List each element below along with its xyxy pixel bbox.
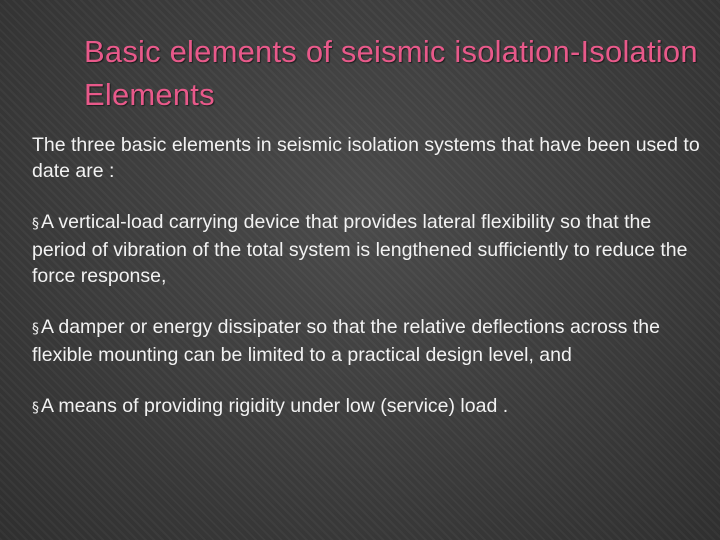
bullet-text-2: A damper or energy dissipater so that the relative deflections across the flexible mounting can be limited to a practical design level, and bbox=[32, 316, 660, 366]
bullet-marker-icon: § bbox=[32, 216, 39, 232]
bullet-text-1: A vertical-load carrying device that provides lateral flexibility so that the period of vibration of the total system is lengthened sufficiently to reduce the force response, bbox=[32, 211, 688, 287]
bullet-item-2 bbox=[32, 314, 702, 368]
intro-paragraph: The three basic elements in seismic isolation systems that have been used to date are : bbox=[32, 134, 700, 182]
bullet-marker-icon: § bbox=[32, 321, 39, 337]
bullet-marker-icon: § bbox=[32, 400, 39, 416]
slide-title: Basic elements of seismic isolation-Isolation Elements bbox=[84, 34, 698, 112]
bullet-text-3: A means of providing rigidity under low (service) load . bbox=[41, 395, 509, 417]
bullet-item-1 bbox=[32, 209, 702, 289]
slide-body bbox=[32, 132, 702, 446]
bullet-item-3 bbox=[32, 393, 702, 421]
